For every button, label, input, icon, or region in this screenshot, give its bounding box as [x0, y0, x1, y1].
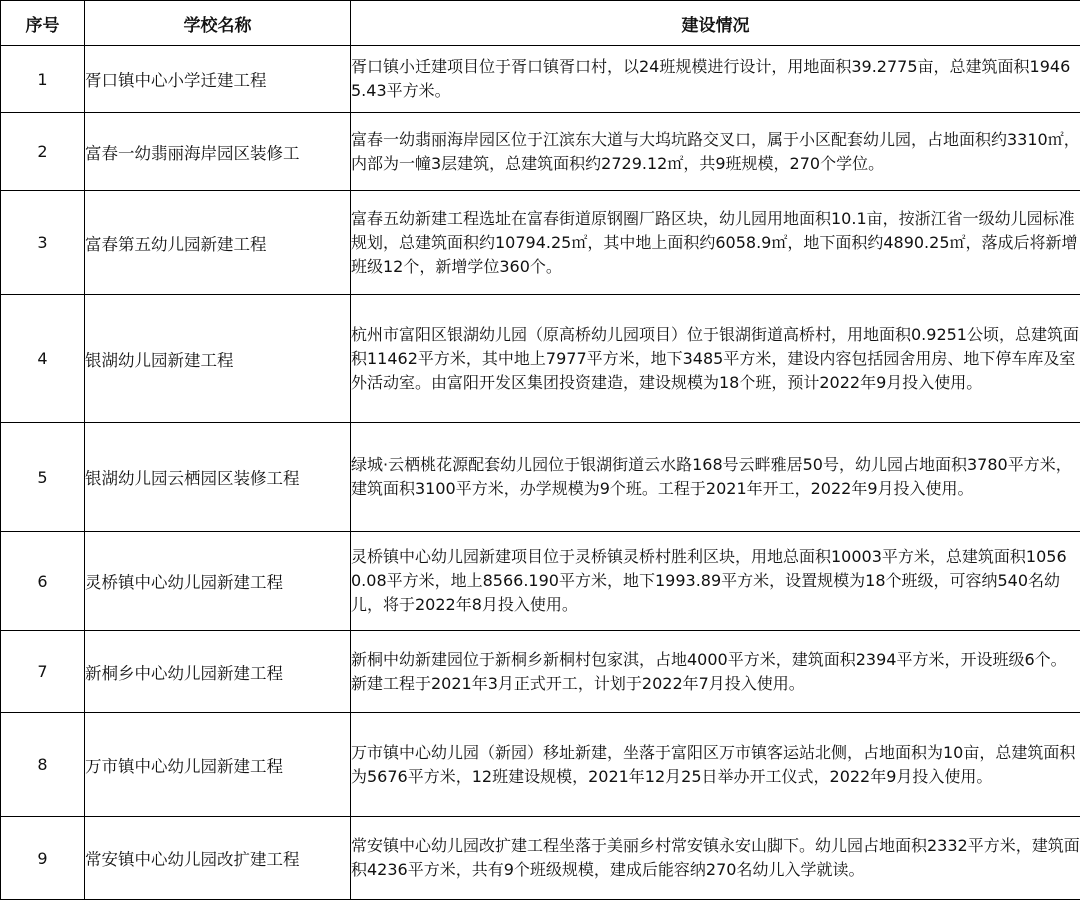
row-school-name: 胥口镇中心小学迁建工程: [85, 46, 351, 113]
table-row: [1, 295, 1080, 423]
header-construction: 建设情况: [351, 1, 1080, 46]
table-row: [1, 631, 1080, 713]
row-seq: 4: [1, 295, 85, 423]
table-row: [1, 113, 1080, 191]
row-description: 万市镇中心幼儿园（新园）移址新建，坐落于富阳区万市镇客运站北侧，占地面积为10亩，总建筑面积为5676平方米，12班建设规模，2021年12月25日举办开工仪式，2022年9月投入使用。: [351, 713, 1080, 817]
row-school-name: 富春一幼翡丽海岸园区装修工: [85, 113, 351, 191]
row-school-name: 新桐乡中心幼儿园新建工程: [85, 631, 351, 713]
row-seq: 8: [1, 713, 85, 817]
table-row: [1, 532, 1080, 631]
row-description: 富春一幼翡丽海岸园区位于江滨东大道与大坞坑路交叉口，属于小区配套幼儿园，占地面积约3310㎡，内部为一幢3层建筑，总建筑面积约2729.12㎡，共9班规模，270个学位。: [351, 113, 1080, 191]
header-seq: 序号: [1, 1, 85, 46]
row-seq: 6: [1, 532, 85, 631]
row-description: 胥口镇小迁建项目位于胥口镇胥口村，以24班规模进行设计，用地面积39.2775亩，总建筑面积19465.43平方米。: [351, 46, 1080, 113]
row-seq: 3: [1, 191, 85, 295]
table-row: [1, 46, 1080, 113]
row-description: 灵桥镇中心幼儿园新建项目位于灵桥镇灵桥村胜利区块，用地总面积10003平方米，总建筑面积10560.08平方米，地上8566.190平方米，地下1993.89平方米，设置规模为18个班级，可容纳540名幼儿，将于2022年8月投入使用。: [351, 532, 1080, 631]
row-description: 新桐中幼新建园位于新桐乡新桐村包家淇，占地4000平方米，建筑面积2394平方米，开设班级6个。新建工程于2021年3月正式开工，计划于2022年7月投入使用。: [351, 631, 1080, 713]
table-row: [1, 423, 1080, 532]
row-seq: 5: [1, 423, 85, 532]
row-description: 杭州市富阳区银湖幼儿园（原高桥幼儿园项目）位于银湖街道高桥村，用地面积0.9251公顷，总建筑面积11462平方米，其中地上7977平方米，地下3485平方米，建设内容包括园舍用房、地下停车库及室外活动室。由富阳开发区集团投资建造，建设规模为18个班，预计2022年9月投入使用。: [351, 295, 1080, 423]
table-row: [1, 191, 1080, 295]
row-school-name: 常安镇中心幼儿园改扩建工程: [85, 817, 351, 900]
table-row: [1, 817, 1080, 900]
row-school-name: 万市镇中心幼儿园新建工程: [85, 713, 351, 817]
row-description: 绿城·云栖桃花源配套幼儿园位于银湖街道云水路168号云畔雅居50号，幼儿园占地面积3780平方米，建筑面积3100平方米，办学规模为9个班。工程于2021年开工，2022年9月投入使用。: [351, 423, 1080, 532]
row-seq: 9: [1, 817, 85, 900]
table-row: [1, 713, 1080, 817]
table-header-row: [1, 1, 1080, 46]
row-school-name: 富春第五幼儿园新建工程: [85, 191, 351, 295]
row-school-name: 银湖幼儿园云栖园区装修工程: [85, 423, 351, 532]
row-school-name: 灵桥镇中心幼儿园新建工程: [85, 532, 351, 631]
row-description: 常安镇中心幼儿园改扩建工程坐落于美丽乡村常安镇永安山脚下。幼儿园占地面积2332平方米，建筑面积4236平方米，共有9个班级规模，建成后能容纳270名幼儿入学就读。: [351, 817, 1080, 900]
row-seq: 7: [1, 631, 85, 713]
row-description: 富春五幼新建工程选址在富春街道原钢圈厂路区块，幼儿园用地面积10.1亩，按浙江省一级幼儿园标准规划，总建筑面积约10794.25㎡，其中地上面积约6058.9㎡，地下面积约4890.25㎡，落成后将新增班级12个，新增学位360个。: [351, 191, 1080, 295]
header-school-name: 学校名称: [85, 1, 351, 46]
row-seq: 1: [1, 46, 85, 113]
row-school-name: 银湖幼儿园新建工程: [85, 295, 351, 423]
row-seq: 2: [1, 113, 85, 191]
